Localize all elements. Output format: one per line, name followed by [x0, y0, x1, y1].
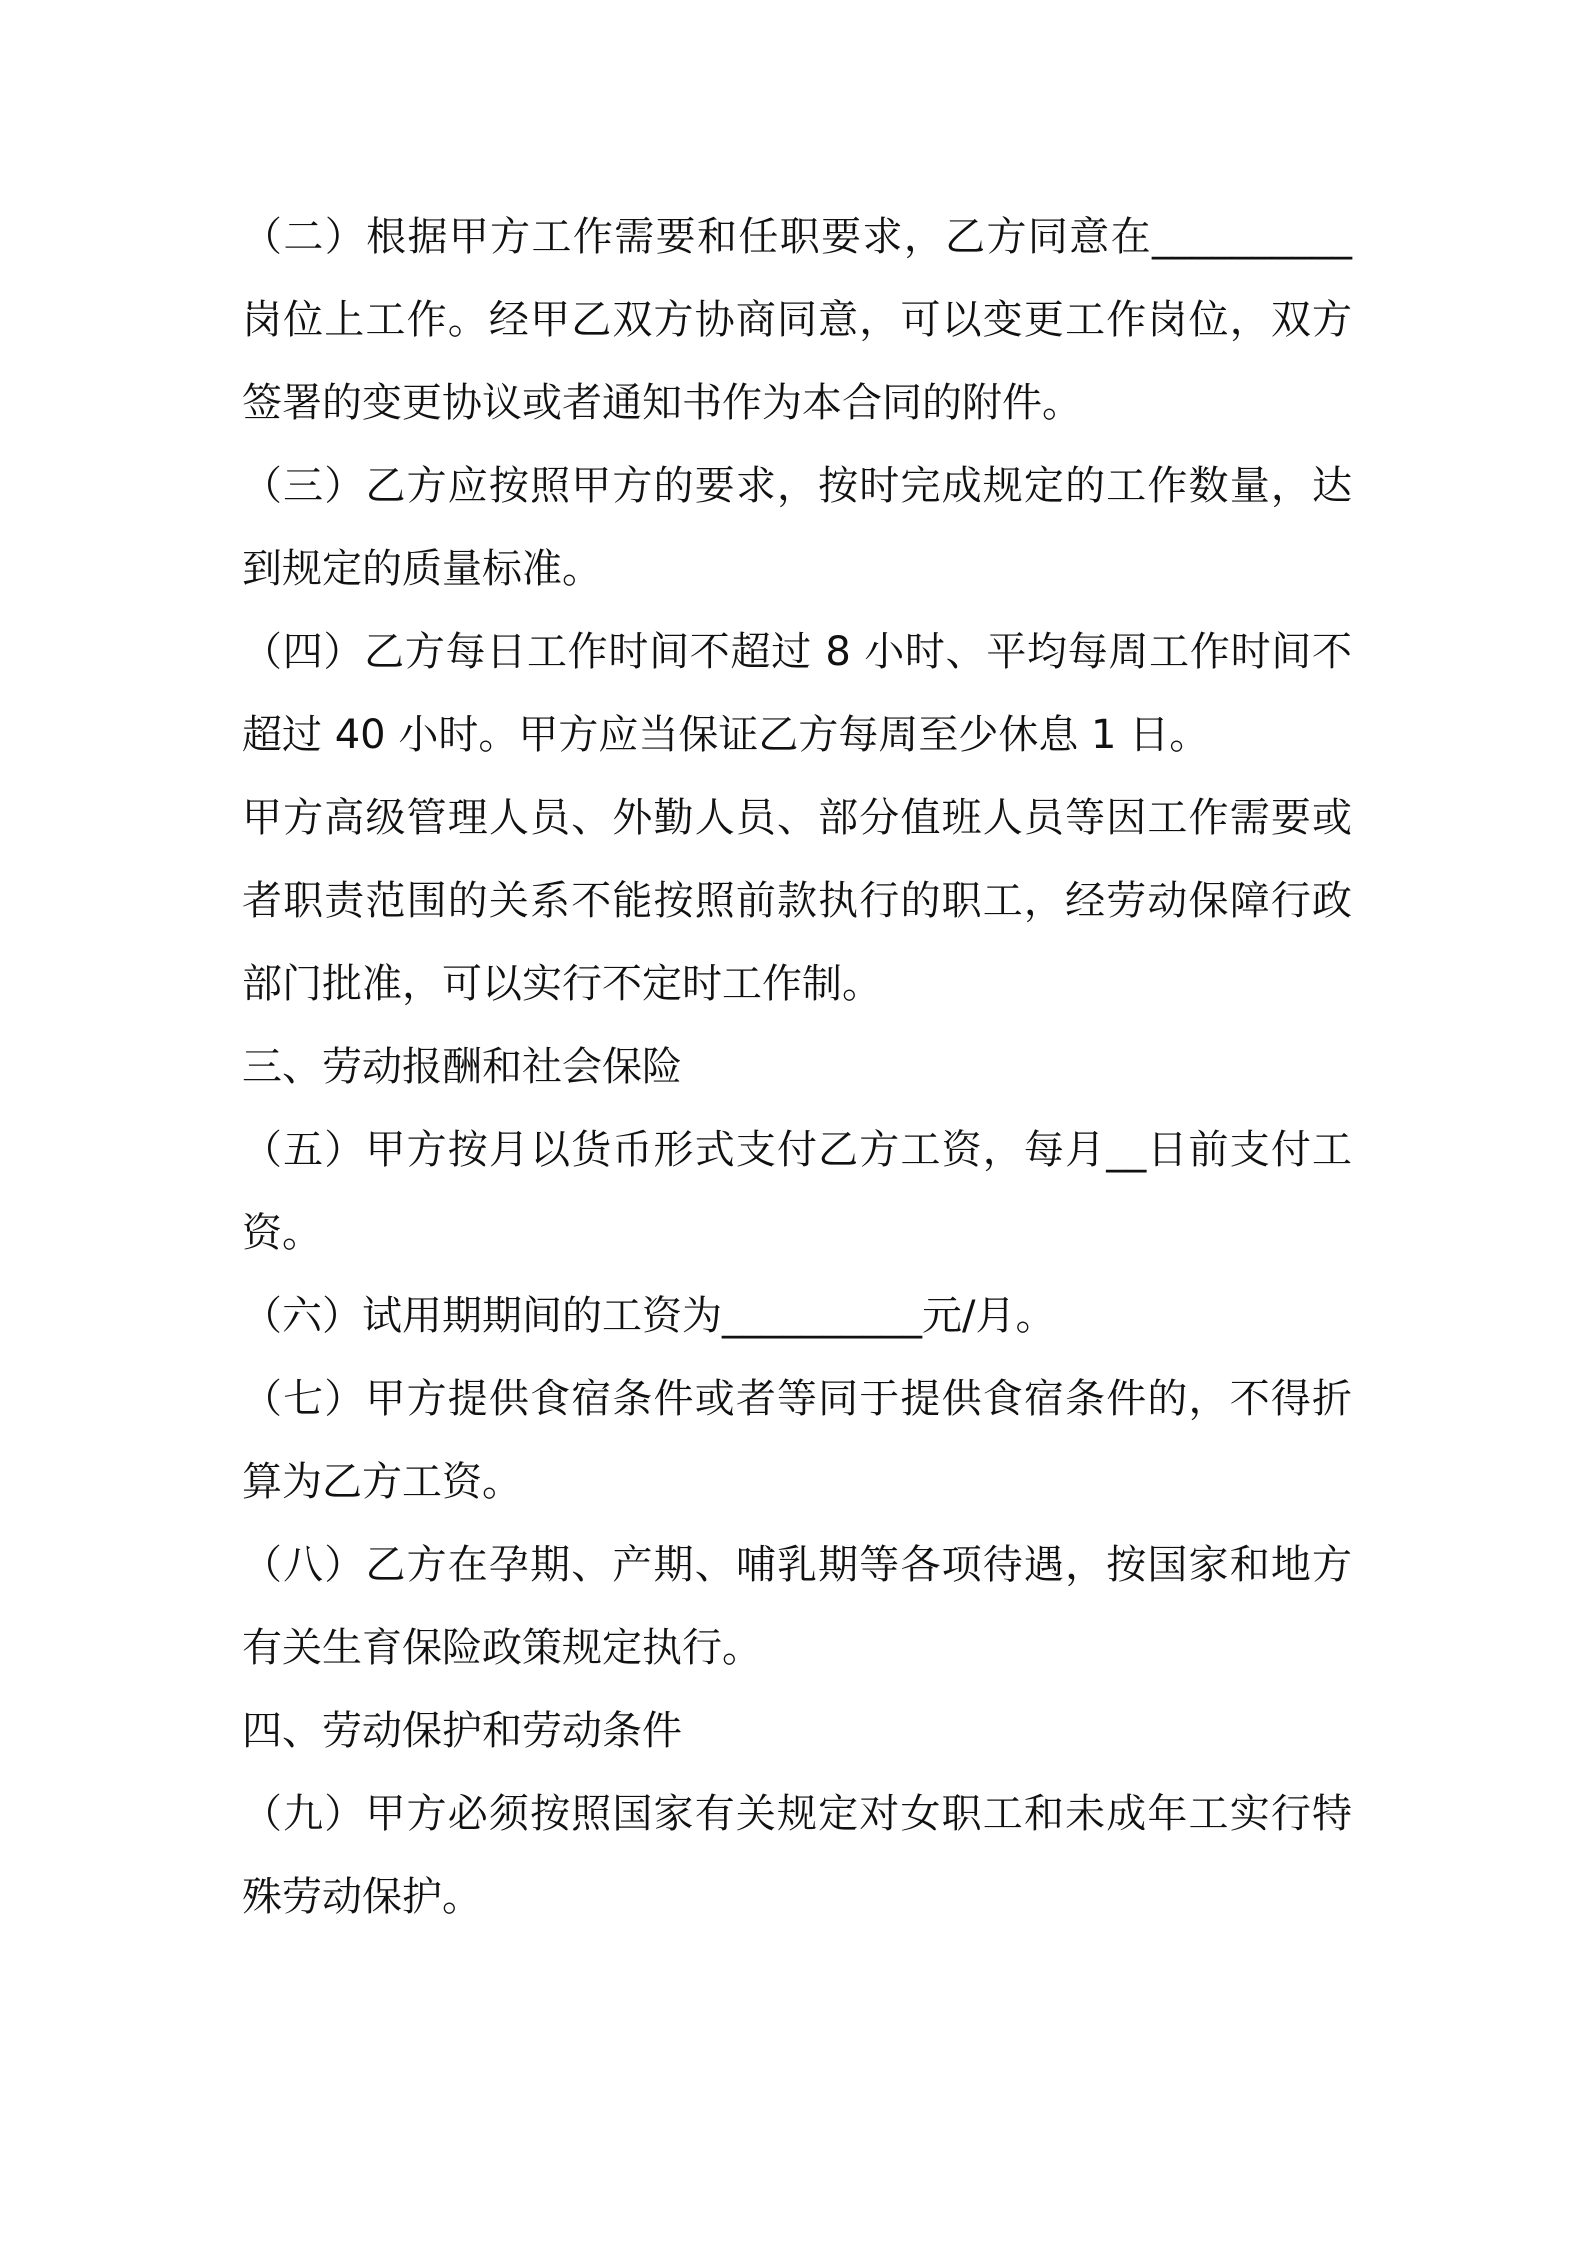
paragraph-3: （三）乙方应按照甲方的要求，按时完成规定的工作数量，达到规定的质量标准。: [242, 463, 1352, 592]
section-heading-4: 四、劳动保护和劳动条件: [242, 1708, 682, 1754]
paragraph-7: （七）甲方提供食宿条件或者等同于提供食宿条件的，不得折算为乙方工资。: [242, 1376, 1352, 1505]
paragraph-8: （八）乙方在孕期、产期、哺乳期等各项待遇，按国家和地方有关生育保险政策规定执行。: [242, 1542, 1352, 1671]
paragraph-4: （四）乙方每日工作时间不超过 8 小时、平均每周工作时间不超过 40 小时。甲方应当保证乙方每周至少休息 1 日。: [242, 629, 1352, 758]
paragraph-2: （二）根据甲方工作需要和任职要求，乙方同意在__________岗位上工作。经甲乙双方协商同意，可以变更工作岗位，双方签署的变更协议或者通知书作为本合同的附件。: [242, 214, 1352, 426]
document-body: [242, 196, 1352, 1939]
paragraph-9: （九）甲方必须按照国家有关规定对女职工和未成年工实行特殊劳动保护。: [242, 1791, 1352, 1920]
paragraph-4b: 甲方高级管理人员、外勤人员、部分值班人员等因工作需要或者职责范围的关系不能按照前款执行的职工，经劳动保障行政部门批准，可以实行不定时工作制。: [242, 795, 1352, 1007]
paragraph-5: （五）甲方按月以货币形式支付乙方工资，每月__日前支付工资。: [242, 1127, 1352, 1256]
paragraph-6: （六）试用期期间的工资为__________元/月。: [242, 1293, 1056, 1339]
section-heading-3: 三、劳动报酬和社会保险: [242, 1044, 682, 1090]
